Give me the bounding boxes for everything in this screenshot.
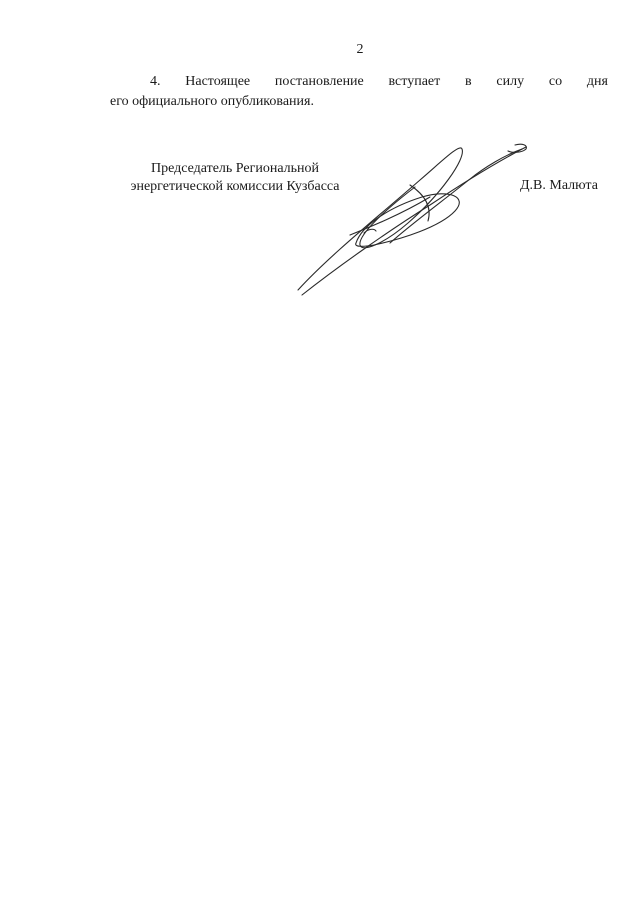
signatory-name: Д.В. Малюта: [520, 178, 598, 193]
paragraph-word: Настоящее: [185, 74, 251, 89]
paragraph-word: силу: [496, 74, 525, 89]
paragraph-word: со: [548, 74, 563, 89]
paragraph-word: в: [465, 74, 472, 89]
paragraph-line-1: [110, 74, 608, 90]
paragraph-word: постановление: [274, 74, 364, 89]
paragraph-word: вступает: [388, 74, 441, 89]
paragraph-line-2: его официального опубликования.: [110, 94, 314, 109]
signatory-title-line-2: энергетической комиссии Кузбасса: [130, 179, 340, 194]
paragraph-number: 4.: [150, 74, 161, 89]
signatory-title-line-1: Председатель Региональной: [150, 161, 320, 176]
page-number: 2: [356, 42, 364, 57]
paragraph-word: дня: [586, 74, 608, 89]
handwritten-signature: [290, 135, 530, 300]
